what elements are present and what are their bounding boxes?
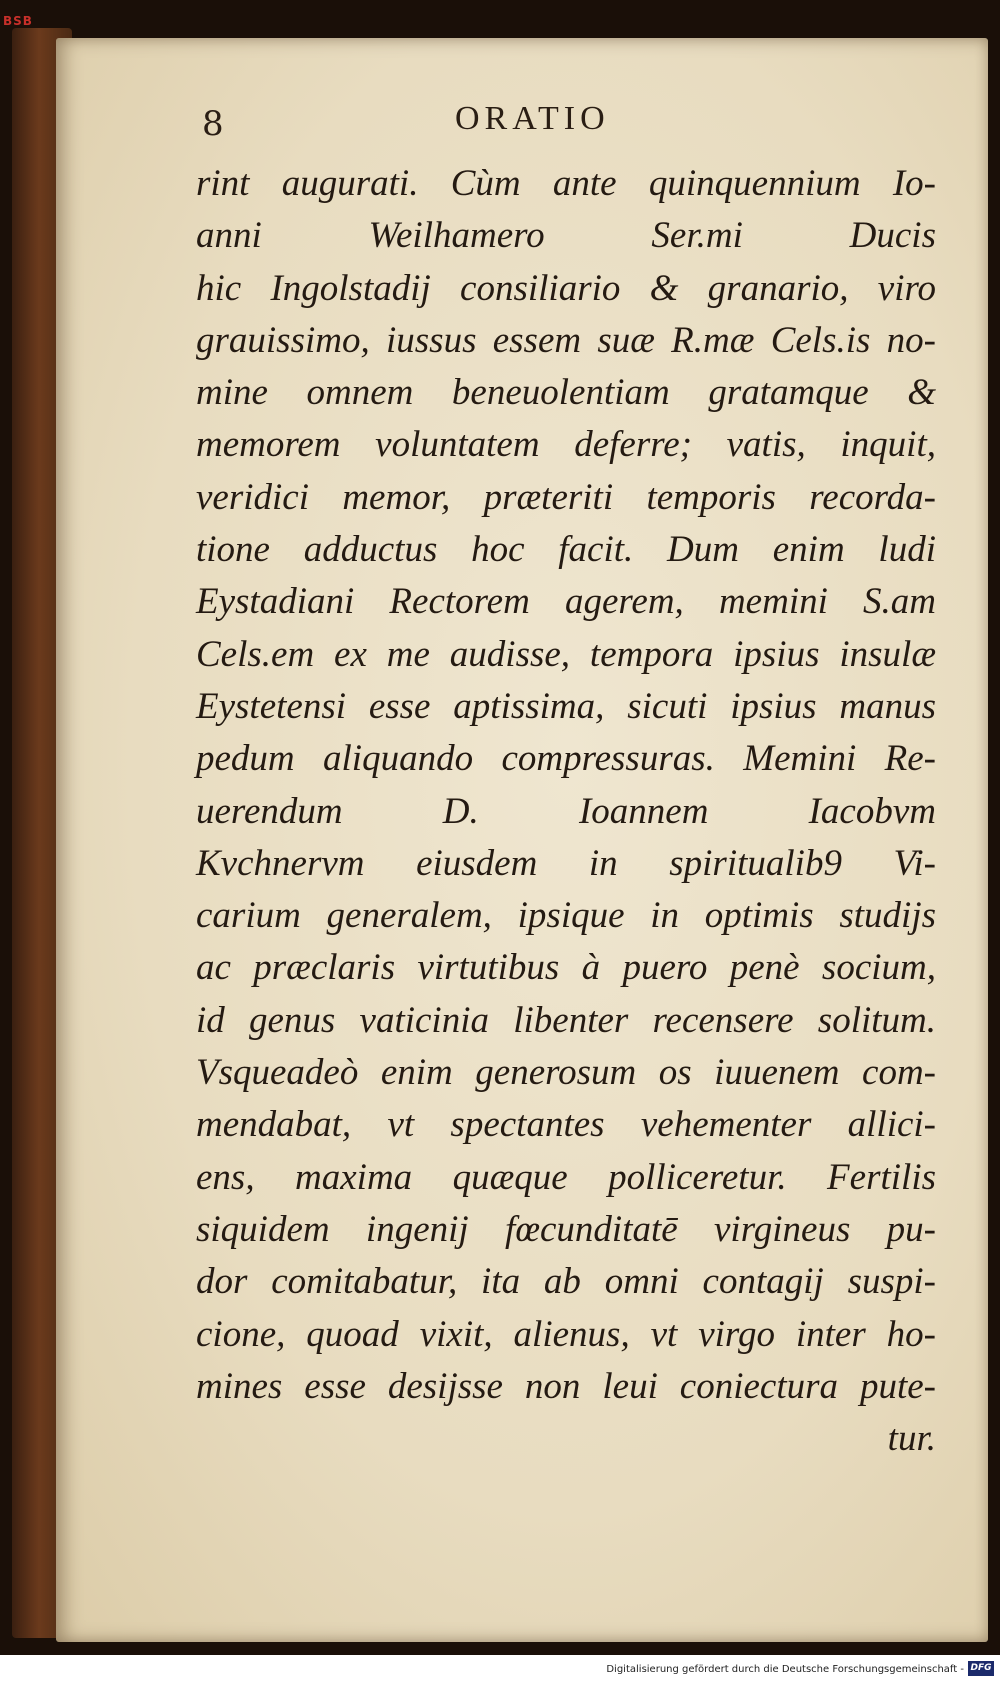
text-line: uerendum D. Ioannem Iacobvm: [196, 790, 936, 832]
text-line: Eystetensi esse aptissima, sicuti ipsius manus: [196, 685, 936, 727]
text-line: pedum aliquando compressuras. Memini Re-: [196, 738, 936, 780]
body-text: [196, 158, 936, 1465]
text-line: anni Weilhamero Ser.mi Ducis: [196, 215, 936, 257]
dfg-logo: DFG: [968, 1661, 994, 1676]
text-line: grauissimo, iussus essem suæ R.mæ Cels.is no-: [196, 319, 936, 361]
text-line: memorem voluntatem deferre; vatis, inquit,: [196, 424, 936, 466]
text-line: siquidem ingenij fœcunditatē virgineus pu-: [196, 1208, 936, 1250]
text-line: Cels.em ex me audisse, tempora ipsius insulæ: [196, 633, 936, 675]
text-line: mine omnem beneuolentiam gratamque &: [196, 372, 936, 414]
funding-credit: Digitalisierung gefördert durch die Deutsche Forschungsgemeinschaft -: [606, 1664, 964, 1675]
text-line: rint augurati. Cùm ante quinquennium Io-: [196, 163, 936, 204]
text-line: Kvchnervm eiusdem in spiritualib9 Vi-: [196, 842, 936, 884]
text-line: cione, quoad vixit, alienus, vt virgo inter ho-: [196, 1313, 936, 1355]
text-line: ac præclaris virtutibus à puero penè socium,: [196, 947, 936, 989]
text-line: dor comitabatur, ita ab omni contagij suspi-: [196, 1261, 936, 1303]
text-line: Vsqueadeò enim generosum os iuuenem com-: [196, 1052, 936, 1094]
running-head: ORATIO: [455, 100, 610, 137]
text-line: ens, maxima quæque polliceretur. Fertilis: [196, 1156, 936, 1198]
text-line: Eystadiani Rectorem agerem, memini S.am: [196, 581, 936, 623]
text-line: id genus vaticinia libenter recensere solitum.: [196, 999, 936, 1041]
text-line: veridici memor, præteriti temporis recorda-: [196, 476, 936, 518]
text-line: hic Ingolstadij consiliario & granario, viro: [196, 267, 936, 309]
text-line: tione adductus hoc facit. Dum enim ludi: [196, 529, 936, 571]
text-line: mendabat, vt spectantes vehementer allici-: [196, 1104, 936, 1146]
page-number: 8: [202, 104, 224, 144]
text-line: tur.: [887, 1418, 936, 1460]
text-line: carium generalem, ipsique in optimis studijs: [196, 895, 936, 937]
bsb-logo: BSB: [3, 14, 33, 28]
text-line: mines esse desijsse non leui coniectura pute-: [196, 1365, 936, 1407]
